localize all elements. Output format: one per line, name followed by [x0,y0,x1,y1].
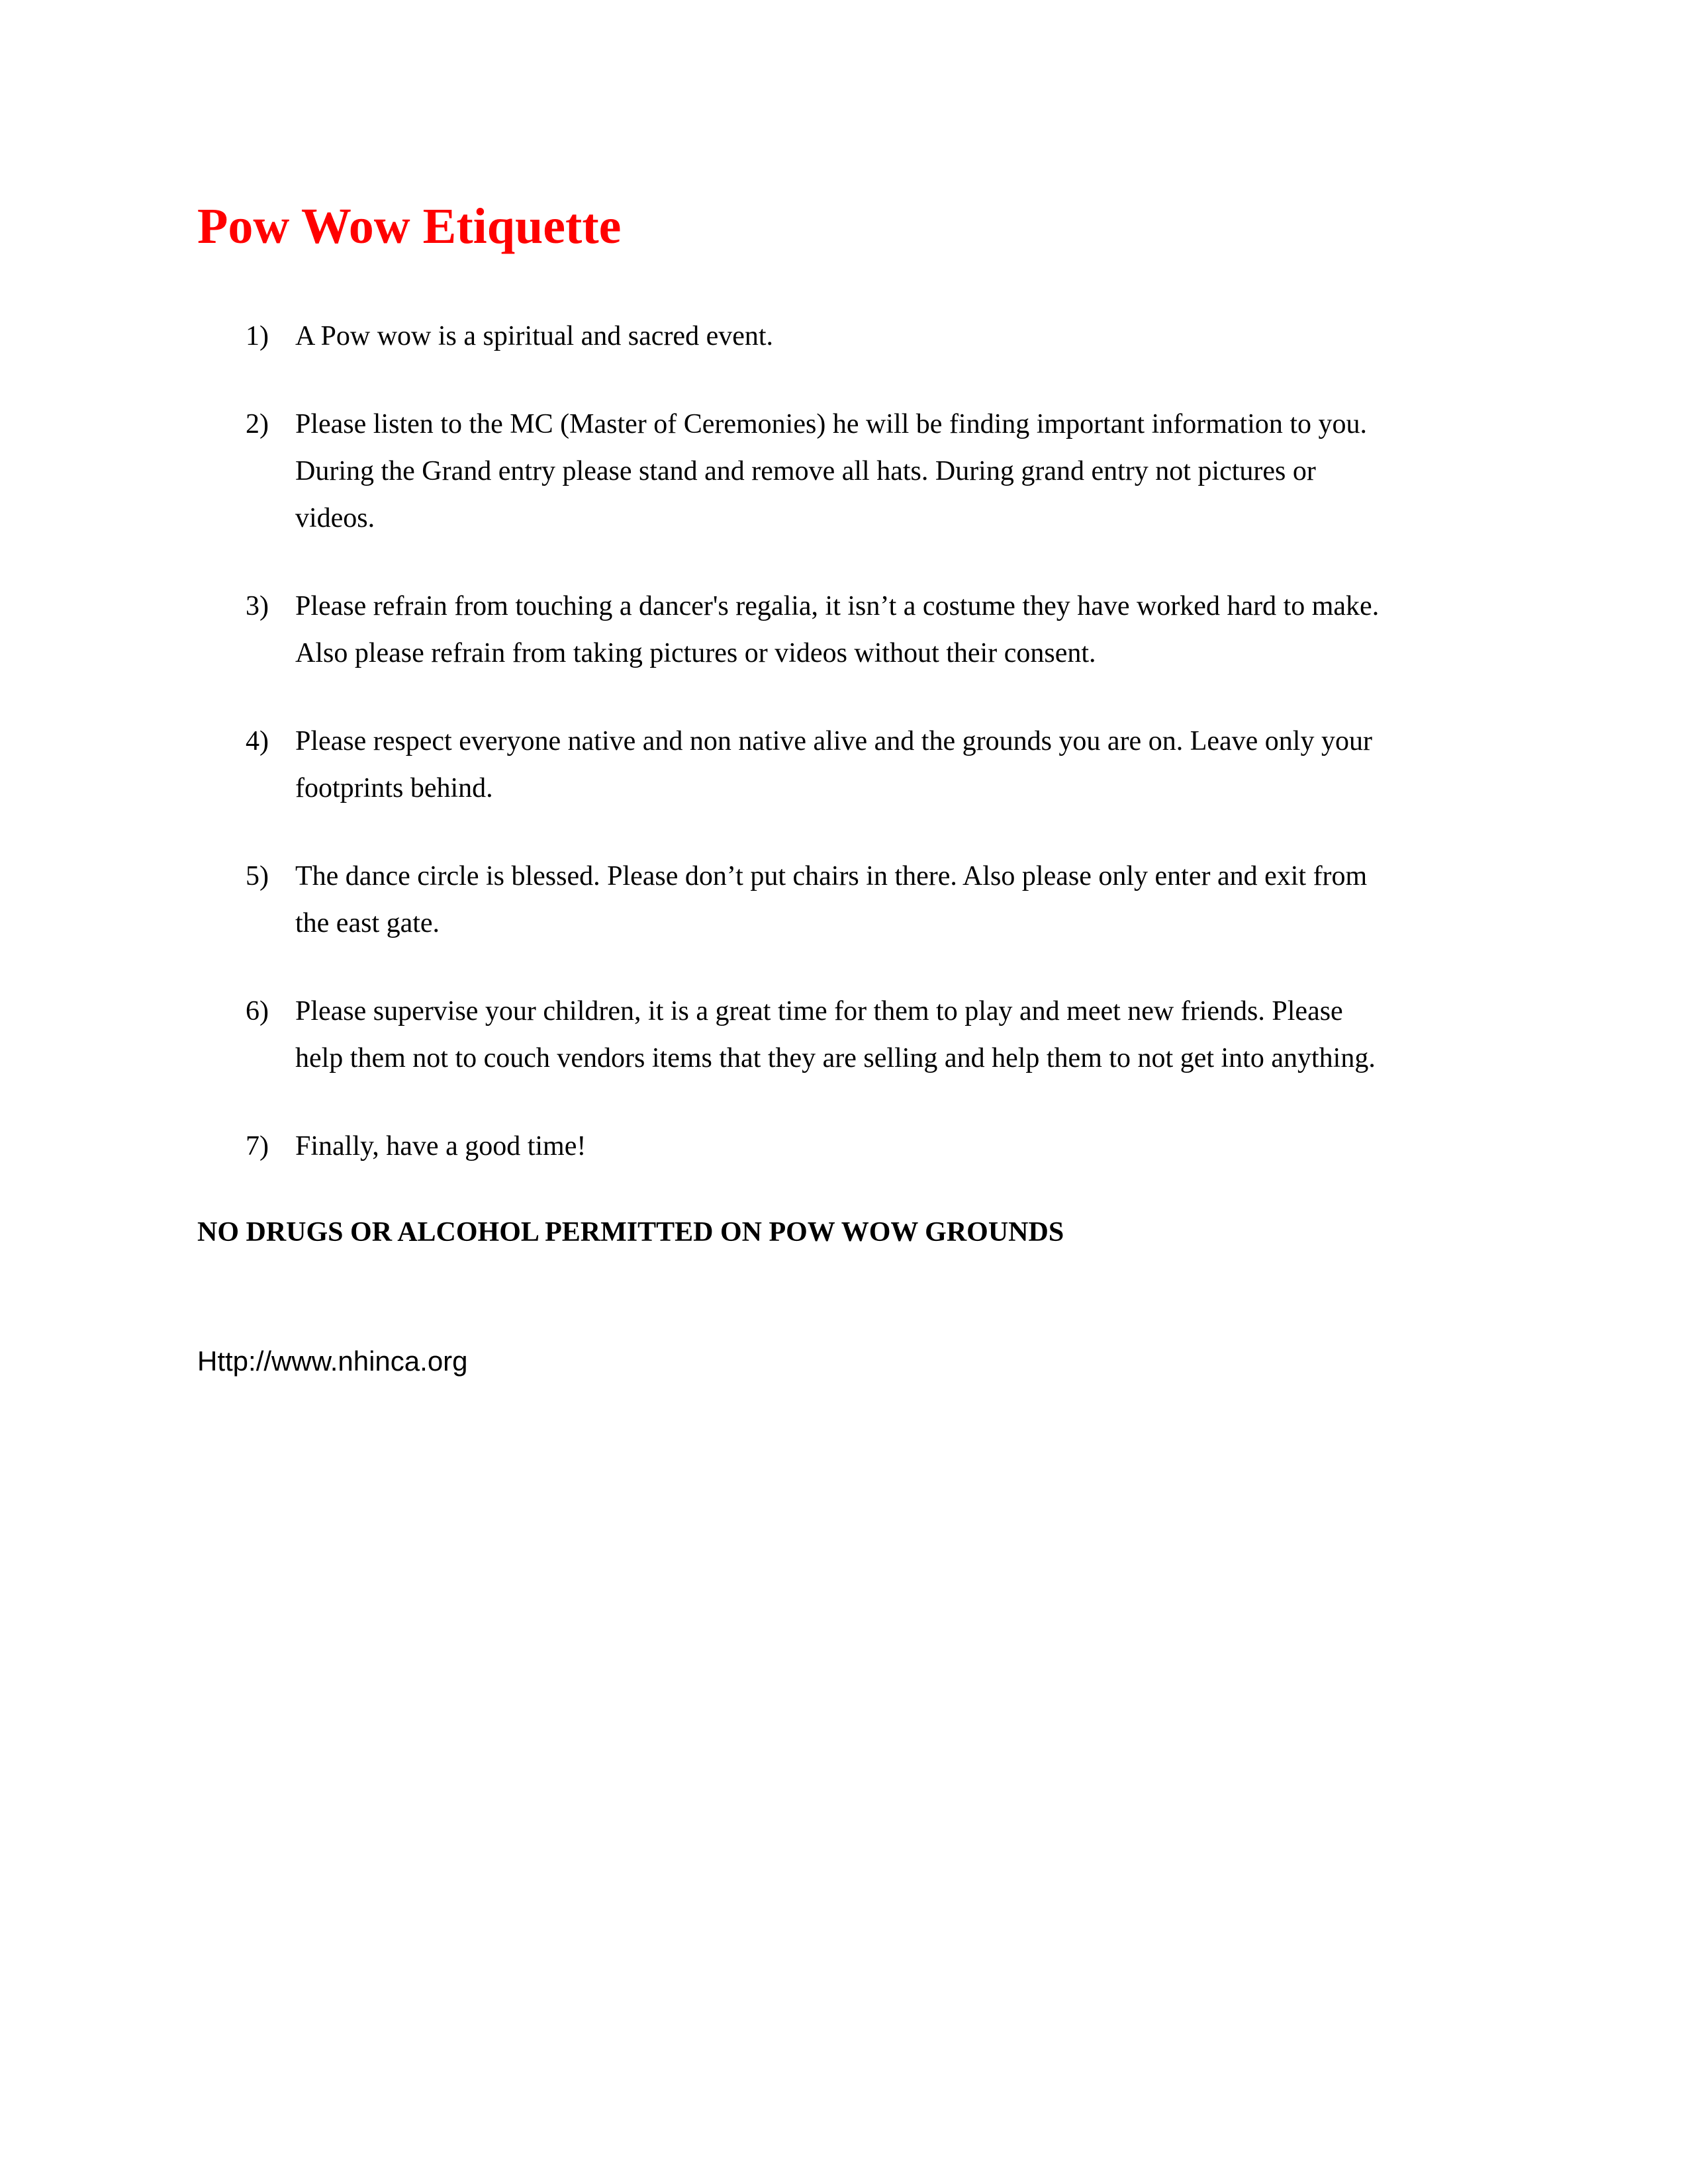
item-line: The dance circle is blessed. Please don’t put chairs in there. Also please only enter and exit from [295,861,1368,891]
item-number: 7) [246,1131,269,1161]
item-number: 4) [246,726,269,756]
item-line: Finally, have a good time! [295,1131,586,1161]
list-item [0,853,1688,947]
item-line: footprints behind. [295,773,493,803]
item-line: Also please refrain from taking pictures or videos without their consent. [295,638,1096,668]
item-line: Please refrain from touching a dancer's regalia, it isn’t a costume they have worked hard to make. [295,591,1380,621]
item-line: Please listen to the MC (Master of Ceremonies) he will be finding important information to you. [295,409,1368,439]
no-drugs-warning: NO DRUGS OR ALCOHOL PERMITTED ON POW WOW GROUNDS [197,1217,1064,1248]
list-item [0,988,1688,1082]
item-number: 5) [246,861,269,891]
list-item [0,1123,1688,1170]
item-line: A Pow wow is a spiritual and sacred event. [295,321,774,351]
item-line: Please supervise your children, it is a great time for them to play and meet new friends. Please [295,996,1343,1026]
item-line: help them not to couch vendors items that they are selling and help them to not get into anything. [295,1043,1376,1073]
list-item [0,718,1688,812]
website-url: Http://www.nhinca.org [197,1345,468,1377]
item-line: the east gate. [295,908,440,938]
item-number: 6) [246,996,269,1026]
list-item [0,401,1688,542]
item-line: videos. [295,503,375,533]
list-item [0,583,1688,677]
page-title: Pow Wow Etiquette [197,199,622,254]
item-number: 2) [246,409,269,439]
item-line: Please respect everyone native and non native alive and the grounds you are on. Leave only your [295,726,1372,756]
item-number: 3) [246,591,269,621]
list-item [0,313,1688,360]
item-line: During the Grand entry please stand and remove all hats. During grand entry not pictures or [295,456,1316,486]
etiquette-list [0,313,1688,1211]
item-number: 1) [246,321,269,351]
